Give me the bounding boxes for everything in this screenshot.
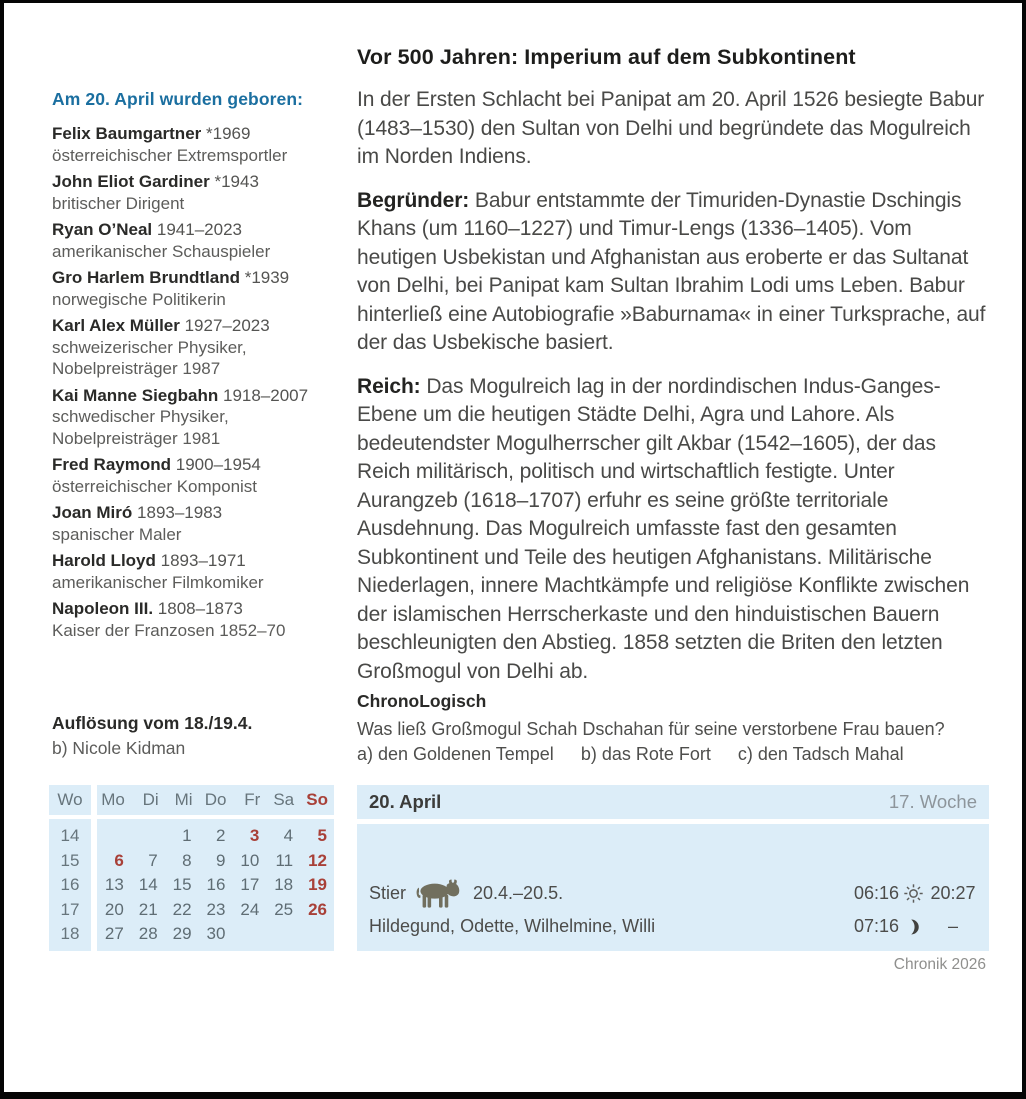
zodiac-row bbox=[369, 877, 979, 910]
sun-icon bbox=[899, 883, 927, 904]
solution-answer: b) Nicole Kidman bbox=[52, 738, 186, 758]
week-number: 17. Woche bbox=[888, 791, 977, 812]
cal-day: 21 bbox=[138, 899, 158, 919]
week-column-header bbox=[49, 785, 91, 815]
day-panel bbox=[357, 785, 989, 951]
solution-heading: Auflösung vom 18./19.4. bbox=[52, 713, 253, 733]
cal-day: 10 bbox=[240, 850, 260, 870]
cal-week-number: 17 bbox=[60, 899, 80, 919]
cal-day: 19 bbox=[308, 875, 327, 895]
cal-day: 15 bbox=[172, 875, 192, 895]
cal-week-number: 18 bbox=[60, 924, 80, 944]
cal-day: 22 bbox=[172, 899, 192, 919]
person-description: schweizerischer Physiker, Nobelpreisträger 1987 bbox=[52, 337, 247, 378]
cal-day: 30 bbox=[206, 924, 226, 944]
person-years: 1900–1954 bbox=[175, 455, 261, 474]
birthday-entry bbox=[52, 219, 344, 262]
name-days-row bbox=[369, 910, 979, 943]
person-description: schwedischer Physiker, Nobelpreisträger 1981 bbox=[52, 407, 229, 448]
person-description: norwegische Politikerin bbox=[52, 289, 226, 309]
day-panel-body bbox=[357, 824, 989, 951]
person-years: 1893–1983 bbox=[137, 503, 223, 522]
cal-day-header: Mi bbox=[174, 790, 193, 809]
person-name: Joan Miró bbox=[52, 503, 133, 522]
quiz-answer: c) den Tadsch Mahal bbox=[737, 744, 904, 764]
person-years: *1939 bbox=[244, 268, 290, 287]
article-paragraph bbox=[357, 373, 991, 686]
cal-day: 16 bbox=[206, 875, 226, 895]
person-years: 1918–2007 bbox=[222, 385, 309, 405]
birthday-entry bbox=[52, 267, 344, 310]
sunset-time: 20:27 bbox=[930, 883, 976, 903]
birthday-entry bbox=[52, 598, 344, 641]
cal-day: 27 bbox=[104, 924, 124, 944]
birthday-entry bbox=[52, 315, 344, 380]
person-description: amerikanischer Filmkomiker bbox=[52, 572, 264, 592]
cal-day: 11 bbox=[275, 850, 294, 870]
calendar-week-column bbox=[49, 785, 91, 951]
moon-icon bbox=[899, 917, 927, 937]
sunrise-time: 06:16 bbox=[853, 883, 899, 903]
cal-day-header: Di bbox=[142, 790, 159, 809]
quiz-heading: ChronoLogisch bbox=[357, 691, 487, 711]
cal-head-days bbox=[97, 785, 334, 815]
mini-calendar bbox=[49, 785, 334, 951]
cal-day-header: Sa bbox=[273, 790, 295, 809]
week-label: Wo bbox=[57, 790, 83, 809]
zodiac-range: 20.4.–20.5. bbox=[473, 883, 564, 903]
day-date: 20. April bbox=[369, 791, 442, 812]
cal-day: 17 bbox=[240, 875, 260, 895]
person-description: österreichischer Komponist bbox=[52, 476, 258, 496]
cal-day: 24 bbox=[240, 899, 260, 919]
cal-day: 7 bbox=[148, 850, 158, 870]
name-days: Hildegund, Odette, Wilhelmine, Willi bbox=[369, 916, 656, 936]
cal-day: 28 bbox=[138, 924, 158, 944]
person-years: 1893–1971 bbox=[160, 551, 246, 570]
cal-day: 29 bbox=[172, 924, 192, 944]
moonset-time: – bbox=[947, 916, 958, 936]
person-years: 1927–2023 bbox=[184, 316, 270, 335]
paragraph-text: Das Mogulreich lag in der nordindischen Indus-Ganges-Ebene um die heutigen Städte Delhi, Agra und Lahore. Als bedeutendster Mogulherrscher gilt Akbar (1542–1605), der das Reich militärisch, politisch und wirtschaftlich festigte. Unter Aurangzeb (1618–1707) erfuhr es seine größte territoriale Ausdehnung. Das Mogulreich umfasste fast den gesamten Subkontinent und Teile des heutigen Afghanistans. Militärische Niederlagen, innere Machtkämpfe und religiöse Konflikte zwischen der islamischen Herrscherkaste und den hinduistischen Bauern beschleunigten den Abstieg. 1858 setzten die Briten den letzten Großmogul von Delhi ab. bbox=[357, 374, 970, 683]
quiz-answer: b) das Rote Fort bbox=[580, 744, 711, 764]
person-description: österreichischer Extremsportler bbox=[52, 145, 288, 165]
person-name: Kai Manne Siegbahn bbox=[52, 385, 219, 405]
calendar-days-column bbox=[97, 785, 334, 951]
cal-day: 3 bbox=[249, 826, 260, 846]
cal-day-header: So bbox=[306, 790, 328, 809]
person-years: *1943 bbox=[214, 172, 259, 191]
cal-day-header: Fr bbox=[244, 790, 261, 809]
article-paragraph bbox=[357, 187, 991, 358]
birthday-entry bbox=[52, 171, 344, 214]
birthday-entry bbox=[52, 502, 344, 545]
birthday-entry bbox=[52, 123, 344, 166]
cal-day: 20 bbox=[104, 899, 124, 919]
article-title: Vor 500 Jahren: Imperium auf dem Subkontinent bbox=[357, 45, 856, 69]
birthdays-heading: Am 20. April wurden geboren: bbox=[52, 89, 304, 109]
cal-day: 8 bbox=[182, 850, 192, 870]
cal-day: 9 bbox=[215, 850, 226, 870]
cal-week-number: 16 bbox=[60, 875, 80, 895]
cal-day: 23 bbox=[206, 899, 226, 919]
cal-day: 5 bbox=[317, 826, 327, 846]
birthday-list bbox=[52, 123, 344, 641]
paragraph-lead: Begründer: bbox=[357, 188, 470, 212]
cal-day: 12 bbox=[308, 850, 327, 870]
zodiac-name: Stier bbox=[369, 883, 407, 903]
cal-week-number: 14 bbox=[60, 826, 80, 846]
person-name: Fred Raymond bbox=[52, 455, 172, 474]
birthday-entry bbox=[52, 454, 344, 497]
birthday-entry bbox=[52, 550, 344, 593]
credit-text: Chronik 2026 bbox=[893, 956, 986, 973]
cal-day: 14 bbox=[138, 875, 158, 895]
person-description: amerikanischer Schauspieler bbox=[52, 241, 271, 261]
cal-day: 6 bbox=[114, 850, 124, 870]
cal-day: 2 bbox=[215, 826, 226, 846]
person-name: Karl Alex Müller bbox=[52, 316, 180, 335]
birthdays-section bbox=[52, 89, 344, 646]
quiz-question: Was ließ Großmogul Schah Dschahan für seine verstorbene Frau bauen? bbox=[357, 719, 945, 739]
person-name: Felix Baumgartner bbox=[52, 124, 202, 143]
cal-day: 25 bbox=[274, 899, 294, 919]
moonrise-time: 07:16 bbox=[853, 916, 899, 936]
cal-days-grid bbox=[97, 819, 334, 951]
cal-day: 26 bbox=[308, 899, 327, 919]
person-years: 1941–2023 bbox=[156, 220, 242, 239]
article-intro: In der Ersten Schlacht bei Panipat am 20. April 1526 besiegte Babur (1483–1530) den Sultan von Delhi und begründete das Mogulreich im Norden Indiens. bbox=[357, 88, 985, 168]
person-years: *1969 bbox=[206, 124, 251, 143]
cal-day-header: Mo bbox=[101, 790, 125, 809]
cal-day: 13 bbox=[104, 875, 124, 895]
quiz-answer: a) den Goldenen Tempel bbox=[357, 744, 554, 764]
person-name: John Eliot Gardiner bbox=[52, 172, 210, 191]
solution-section bbox=[52, 711, 344, 761]
cal-week-number: 15 bbox=[60, 850, 80, 870]
person-description: britischer Dirigent bbox=[52, 193, 185, 213]
person-name: Gro Harlem Brundtland bbox=[52, 268, 240, 287]
person-years: 1808–1873 bbox=[157, 599, 243, 618]
person-name: Napoleon III. bbox=[52, 599, 154, 618]
paragraph-text: Babur entstammte der Timuriden-Dynastie Dschingis Khans (um 1160–1227) und Timur-Lengs (1336–1405). Vom heutigen Usbekistan und Afghanistan aus eroberte er das Sultanat von Delhi, bei Panipat kam Sultan Ibrahim Lodi ums Leben. Babur hinterließ eine Autobiografie »Baburnama« in einer Turksprache, auf der das Usbekische basiert. bbox=[357, 188, 986, 354]
quiz-section bbox=[357, 689, 991, 767]
paragraph-lead: Reich: bbox=[357, 374, 421, 398]
person-description: spanischer Maler bbox=[52, 524, 182, 544]
cal-day-header: Do bbox=[204, 790, 227, 809]
quiz-answers bbox=[357, 742, 991, 767]
cal-day: 4 bbox=[283, 826, 294, 846]
article-section bbox=[357, 45, 991, 685]
cal-day: 1 bbox=[182, 826, 192, 846]
day-panel-header bbox=[357, 785, 989, 819]
person-name: Ryan O’Neal bbox=[52, 220, 153, 239]
person-description: Kaiser der Franzosen 1852–70 bbox=[52, 620, 286, 640]
birthday-entry bbox=[52, 385, 344, 450]
person-name: Harold Lloyd bbox=[52, 551, 156, 570]
cal-week-numbers bbox=[49, 819, 91, 951]
bull-icon bbox=[415, 879, 463, 909]
cal-day: 18 bbox=[274, 875, 294, 895]
